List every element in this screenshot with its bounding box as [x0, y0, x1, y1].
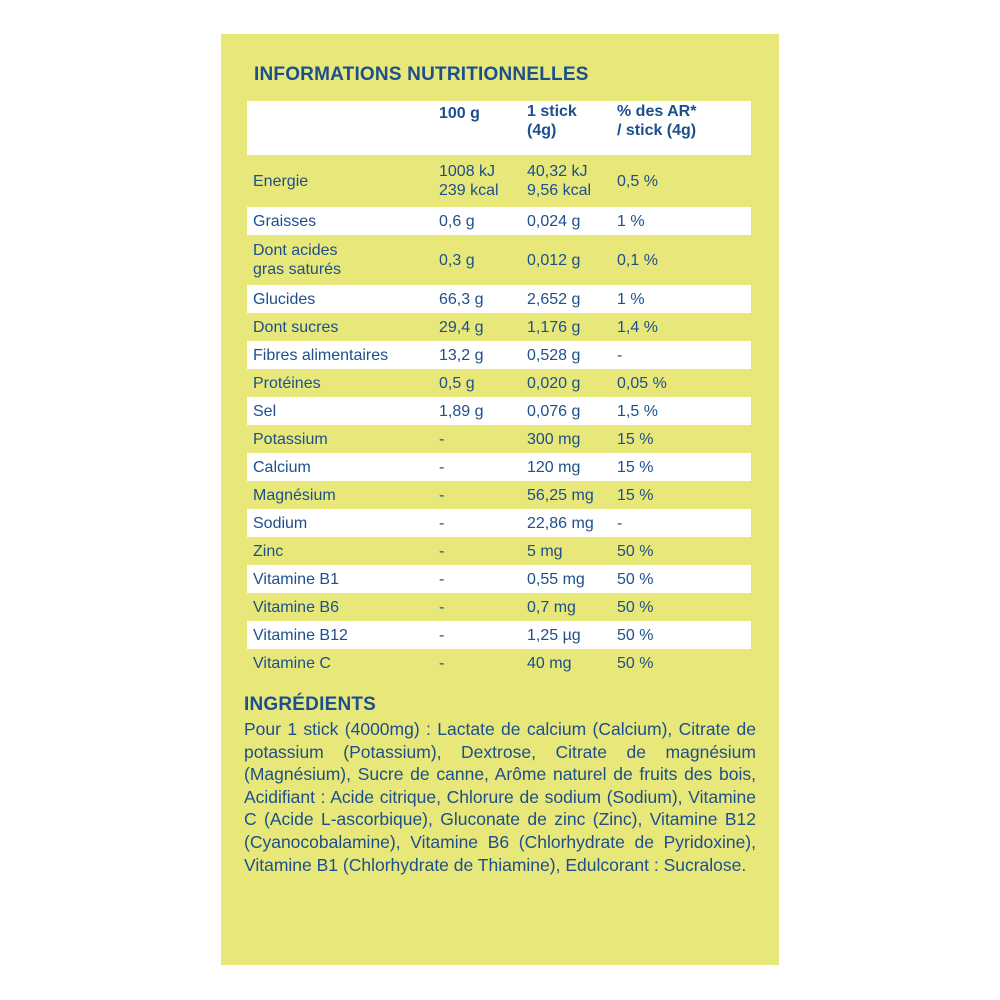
value-per-100g: -	[439, 542, 445, 560]
value-per-stick: 40 mg	[527, 654, 572, 672]
value-per-100g: -	[439, 486, 445, 504]
nutrient-name: Energie	[253, 172, 309, 190]
table-row	[247, 509, 751, 537]
value-per-stick: 120 mg	[527, 458, 581, 476]
value-ar-percent: 15 %	[617, 458, 654, 476]
value-ar-percent: 15 %	[617, 486, 654, 504]
nutrient-name: Graisses	[253, 212, 317, 230]
value-ar-percent: 1 %	[617, 212, 645, 230]
value-per-stick: 0,55 mg	[527, 570, 585, 588]
value-ar-percent: 50 %	[617, 626, 654, 644]
value-ar-percent: 1 %	[617, 290, 645, 308]
value-per-stick: 0,012 g	[527, 251, 581, 269]
value-per-stick: 40,32 kJ 9,56 kcal	[527, 163, 592, 199]
ingredients-section	[244, 694, 756, 876]
value-per-100g: -	[439, 626, 445, 644]
table-row	[247, 207, 751, 235]
value-per-stick: 22,86 mg	[527, 514, 594, 532]
value-per-100g: 13,2 g	[439, 346, 484, 364]
table-row	[247, 285, 751, 313]
header-per-stick: 1 stick (4g)	[527, 103, 577, 139]
value-per-100g: 0,5 g	[439, 374, 475, 392]
value-per-100g: 0,3 g	[439, 251, 475, 269]
value-per-100g: -	[439, 654, 445, 672]
nutrient-name: Dont sucres	[253, 318, 339, 336]
value-ar-percent: 50 %	[617, 654, 654, 672]
table-header-row	[247, 101, 751, 155]
header-per-100g: 100 g	[439, 105, 480, 122]
value-per-stick: 56,25 mg	[527, 486, 594, 504]
nutrient-name: Glucides	[253, 290, 316, 308]
nutrient-name: Calcium	[253, 458, 311, 476]
nutrient-name: Fibres alimentaires	[253, 346, 389, 364]
nutrient-name: Vitamine B6	[253, 598, 339, 616]
table-row	[247, 341, 751, 369]
value-per-100g: -	[439, 430, 445, 448]
table-row	[247, 621, 751, 649]
header-ar-percent: % des AR* / stick (4g)	[617, 103, 697, 139]
value-ar-percent: 1,4 %	[617, 318, 658, 336]
value-per-stick: 0,024 g	[527, 212, 581, 230]
value-ar-percent: 50 %	[617, 570, 654, 588]
value-per-100g: 66,3 g	[439, 290, 484, 308]
nutrient-name: Protéines	[253, 374, 321, 392]
nutrient-name: Magnésium	[253, 486, 336, 504]
value-per-100g: -	[439, 514, 445, 532]
value-per-stick: 1,176 g	[527, 318, 581, 336]
table-row	[247, 453, 751, 481]
table-row	[247, 397, 751, 425]
value-per-stick: 0,7 mg	[527, 598, 576, 616]
table-row	[247, 155, 751, 207]
nutrient-name: Zinc	[253, 542, 284, 560]
value-per-100g: -	[439, 570, 445, 588]
nutrient-name: Vitamine B12	[253, 626, 348, 644]
value-ar-percent: 0,1 %	[617, 251, 658, 269]
nutrient-name: Vitamine B1	[253, 570, 339, 588]
nutrient-name: Sodium	[253, 514, 308, 532]
nutrition-panel	[221, 34, 779, 965]
nutrient-name: Sel	[253, 402, 277, 420]
value-ar-percent: 50 %	[617, 598, 654, 616]
value-per-stick: 0,076 g	[527, 402, 581, 420]
value-per-100g: 1,89 g	[439, 402, 484, 420]
table-row	[247, 425, 751, 453]
value-per-stick: 5 mg	[527, 542, 563, 560]
table-row	[247, 369, 751, 397]
value-ar-percent: 1,5 %	[617, 402, 658, 420]
table-row	[247, 537, 751, 565]
value-ar-percent: 50 %	[617, 542, 654, 560]
value-per-100g: -	[439, 598, 445, 616]
nutrition-title: INFORMATIONS NUTRITIONNELLES	[254, 64, 589, 85]
value-per-stick: 0,528 g	[527, 346, 581, 364]
value-ar-percent: 15 %	[617, 430, 654, 448]
table-row	[247, 593, 751, 621]
table-row	[247, 481, 751, 509]
value-ar-percent: 0,05 %	[617, 374, 667, 392]
value-per-stick: 300 mg	[527, 430, 581, 448]
value-per-stick: 1,25 µg	[527, 626, 581, 644]
nutrient-name: Dont acides gras saturés	[253, 242, 342, 278]
value-per-100g: 29,4 g	[439, 318, 484, 336]
nutrition-table	[247, 101, 751, 677]
nutrient-name: Potassium	[253, 430, 328, 448]
value-per-100g: 1008 kJ 239 kcal	[439, 163, 499, 199]
value-per-100g: -	[439, 458, 445, 476]
ingredients-title: INGRÉDIENTS	[244, 694, 377, 715]
value-ar-percent: -	[617, 514, 623, 532]
table-row	[247, 235, 751, 285]
table-row	[247, 565, 751, 593]
value-per-stick: 0,020 g	[527, 374, 581, 392]
value-per-stick: 2,652 g	[527, 290, 581, 308]
value-ar-percent: 0,5 %	[617, 172, 658, 190]
table-row	[247, 649, 751, 677]
nutrient-name: Vitamine C	[253, 654, 331, 672]
value-per-100g: 0,6 g	[439, 212, 475, 230]
ingredients-text: Pour 1 stick (4000mg) : Lactate de calcium (Calcium), Citrate de potassium (Potassium), Dextrose, Citrate de magnésium (Magnésium), Sucre de canne, Arôme naturel de fruits des bois, Acidifiant : Acide citrique, Chlorure de sodium (Sodium), Vitamine C (Acide L-ascorbique), Gluconate de zinc (Zinc), Vitamine B12 (Cyanocobalamine), Vitamine B6 (Chlorhydrate de Pyridoxine), Vitamine B1 (Chlorhydrate de Thiamine), Edulcorant : Sucralose.	[244, 719, 756, 875]
value-ar-percent: -	[617, 346, 623, 364]
table-row	[247, 313, 751, 341]
